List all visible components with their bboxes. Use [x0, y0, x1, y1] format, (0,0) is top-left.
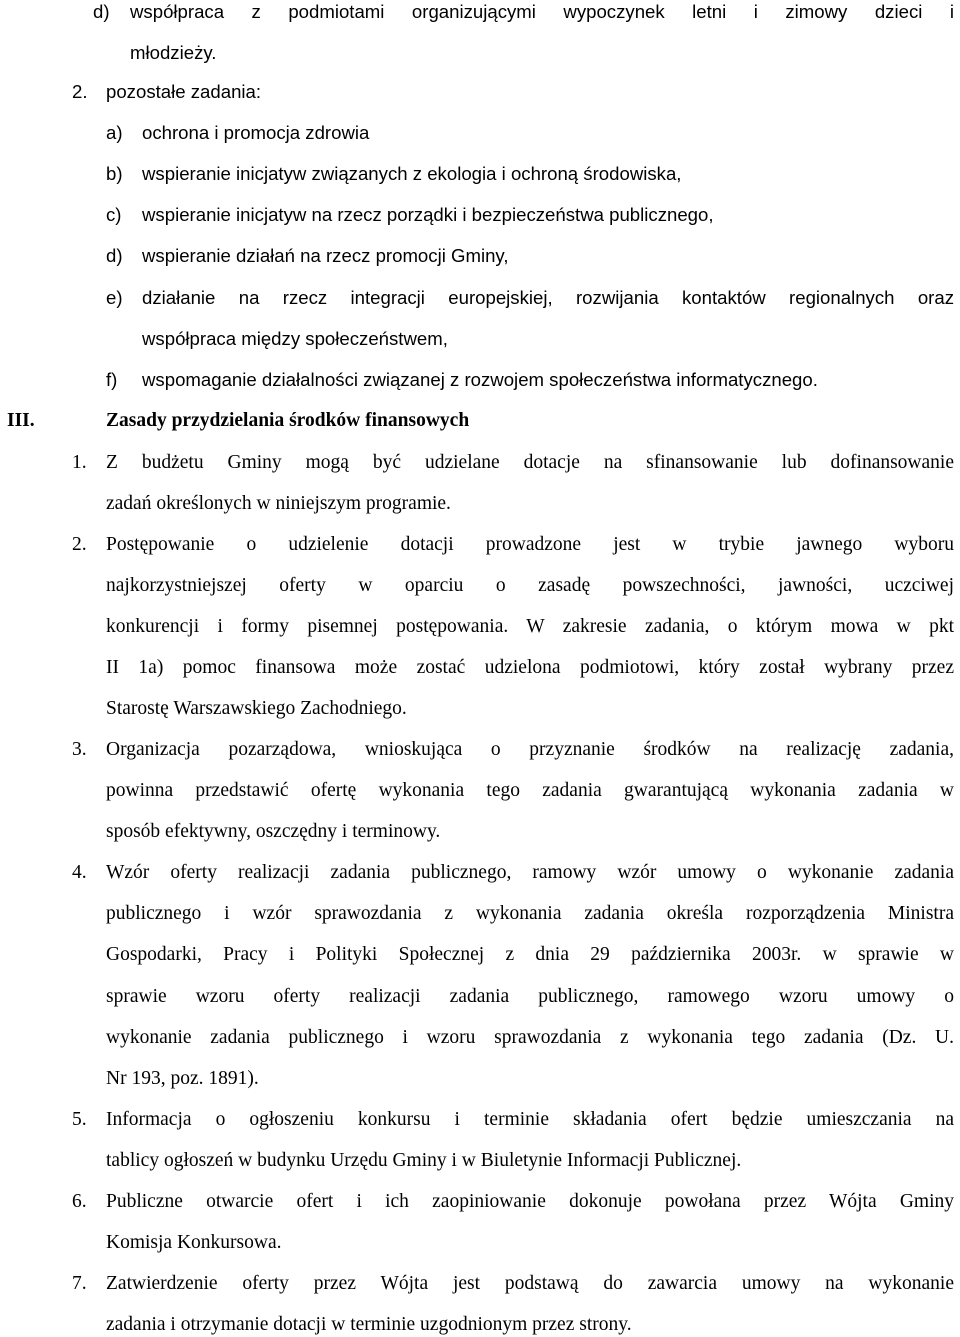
item-d2-label: d) — [106, 245, 123, 266]
item-e-label: e) — [106, 287, 123, 308]
s3-point-1-line2: zadań określonych w niniejszym programie. — [106, 493, 451, 514]
s3-point-2-number: 2. — [72, 534, 87, 555]
s3-point-7-line2: zadania i otrzymanie dotacji w terminie uzgodnionym przez strony. — [106, 1314, 632, 1335]
item-c-label: c) — [106, 204, 122, 225]
s3-point-4-line3: Gospodarki, Pracy i Polityki Społecznej z dnia 29 października 2003r. w sprawie w — [106, 944, 954, 965]
s3-point-3-line2: powinna przedstawić ofertę wykonania tego zadania gwarantującą wykonania zadania w — [106, 780, 954, 801]
s3-point-7-number: 7. — [72, 1273, 87, 1294]
s3-point-2-line2: najkorzystniejszej oferty w oparciu o zasadę powszechności, jawności, uczciwej — [106, 575, 954, 596]
item-d-line2: młodzieży. — [130, 42, 217, 63]
item-d-line1: współpraca z podmiotami organizującymi wypoczynek letni i zimowy dzieci i — [130, 1, 954, 22]
s3-point-2-line1: Postępowanie o udzielenie dotacji prowadzone jest w trybie jawnego wyboru — [106, 534, 954, 555]
item-e-line1: działanie na rzecz integracji europejskiej, rozwijania kontaktów regionalnych oraz — [142, 287, 954, 308]
item-b-text: wspieranie inicjatyw związanych z ekologia i ochroną środowiska, — [142, 163, 682, 184]
item-d-label: d) — [93, 1, 110, 22]
item-b-label: b) — [106, 163, 123, 184]
s3-point-3-line3: sposób efektywny, oszczędny i terminowy. — [106, 821, 441, 842]
s3-point-4-number: 4. — [72, 862, 87, 883]
item-f-label: f) — [106, 369, 118, 390]
item-a-label: a) — [106, 122, 123, 143]
s3-point-4-line5: wykonanie zadania publicznego i wzoru sprawozdania z wykonania tego zadania (Dz. U. — [106, 1027, 954, 1048]
s3-point-1-number: 1. — [72, 452, 87, 473]
s3-point-5-line2: tablicy ogłoszeń w budynku Urzędu Gminy i w Biuletynie Informacji Publicznej. — [106, 1150, 742, 1171]
s3-point-4-line4: sprawie wzoru oferty realizacji zadania publicznego, ramowego wzoru umowy o — [106, 986, 954, 1007]
s3-point-5-number: 5. — [72, 1109, 87, 1130]
section-3-number: III. — [7, 410, 35, 431]
point-2-text: pozostałe zadania: — [106, 81, 262, 102]
item-f-text: wspomaganie działalności związanej z rozwojem społeczeństwa informatycznego. — [142, 369, 818, 390]
s3-point-2-line4: II 1a) pomoc finansowa może zostać udzielona podmiotowi, który został wybrany przez — [106, 657, 954, 678]
s3-point-3-number: 3. — [72, 739, 87, 760]
item-e-line2: współpraca między społeczeństwem, — [142, 328, 448, 349]
s3-point-5-line1: Informacja o ogłoszeniu konkursu i terminie składania ofert będzie umieszczania na — [106, 1109, 954, 1130]
s3-point-2-line5: Starostę Warszawskiego Zachodniego. — [106, 698, 407, 719]
s3-point-7-line1: Zatwierdzenie oferty przez Wójta jest podstawą do zawarcia umowy na wykonanie — [106, 1273, 954, 1294]
item-d2-text: wspieranie działań na rzecz promocji Gminy, — [142, 245, 509, 266]
s3-point-4-line6: Nr 193, poz. 1891). — [106, 1068, 259, 1089]
s3-point-6-line1: Publiczne otwarcie ofert i ich zaopiniowanie dokonuje powołana przez Wójta Gminy — [106, 1191, 954, 1212]
item-a-text: ochrona i promocja zdrowia — [142, 122, 370, 143]
s3-point-2-line3: konkurencji i formy pisemnej postępowania. W zakresie zadania, o którym mowa w pkt — [106, 616, 954, 637]
item-c-text: wspieranie inicjatyw na rzecz porządki i bezpieczeństwa publicznego, — [142, 204, 714, 225]
s3-point-3-line1: Organizacja pozarządowa, wnioskująca o przyznanie środków na realizację zadania, — [106, 739, 954, 760]
s3-point-1-line1: Z budżetu Gminy mogą być udzielane dotacje na sfinansowanie lub dofinansowanie — [106, 452, 954, 473]
s3-point-6-number: 6. — [72, 1191, 87, 1212]
s3-point-4-line1: Wzór oferty realizacji zadania publicznego, ramowy wzór umowy o wykonanie zadania — [106, 862, 954, 883]
point-2-number: 2. — [72, 81, 88, 102]
s3-point-4-line2: publicznego i wzór sprawozdania z wykonania zadania określa rozporządzenia Ministra — [106, 903, 954, 924]
section-3-heading: Zasady przydzielania środków finansowych — [106, 410, 470, 431]
s3-point-6-line2: Komisja Konkursowa. — [106, 1232, 282, 1253]
